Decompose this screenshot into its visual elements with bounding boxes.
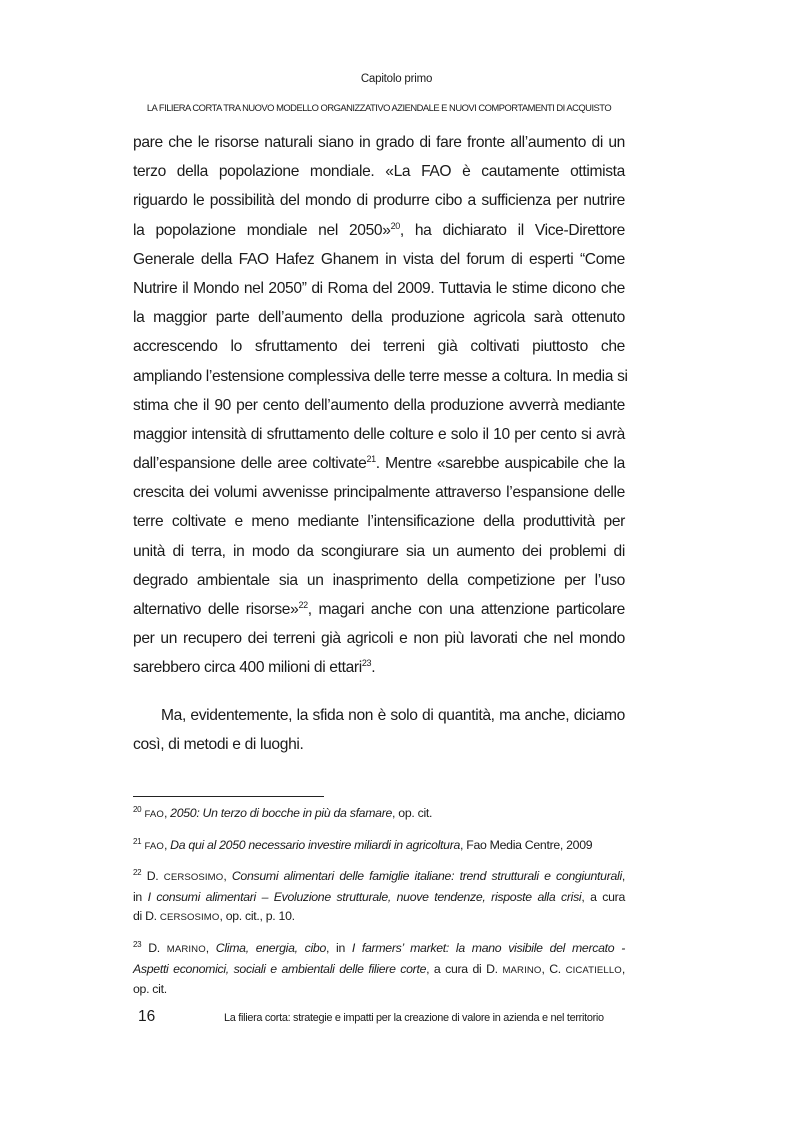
- footnote-author: CERSOSIMO: [159, 912, 220, 924]
- text-line: [133, 653, 625, 682]
- footnote-title: Consumi alimentari delle famiglie italiane: trend strutturali e congiunturali: [231, 869, 622, 884]
- footnote-title: Da qui al 2050 necessario investire miliardi in agricoltura: [170, 837, 461, 852]
- footnote-line: op. cit.: [133, 982, 167, 997]
- footnote-23: [133, 939, 625, 1000]
- text-line: terre coltivate e meno mediante l’intensificazione della produttività per: [133, 513, 625, 531]
- text-line: crescita dei volumi avvenisse principalmente attraverso l’espansione delle: [133, 484, 625, 502]
- text-line: [133, 595, 625, 624]
- footnote-author-initial: D.: [148, 940, 160, 955]
- text-line: unità di terra, in modo da scongiurare sia un aumento dei problemi di: [133, 542, 625, 560]
- text-run: , magari anche con una attenzione particolare: [307, 601, 626, 618]
- footnote-author: FAO: [144, 809, 164, 820]
- text-run: . Mentre «sarebbe auspicabile che la: [375, 455, 625, 473]
- running-header-title: LA FILIERA CORTA TRA NUOVO MODELLO ORGANIZZATIVO AZIENDALE E NUOVI COMPORTAMENTI DI ACQUISTO: [146, 102, 612, 113]
- text-line: accrescendo lo sfruttamento dei terreni già coltivati piuttosto che: [133, 338, 625, 356]
- text-line: degrado ambientale sia un inasprimento della competizione per l’uso: [133, 571, 625, 589]
- footnote-title: Clima, energia, cibo: [215, 940, 327, 955]
- text-run: , ha dichiarato il Vice-Direttore: [399, 221, 625, 239]
- text-line: pare che le risorse naturali siano in grado di fare fronte all’aumento di un: [133, 134, 625, 151]
- footnote-author: MARINO: [166, 943, 206, 955]
- footnote-text: , op. cit.: [392, 806, 433, 820]
- footnote-title: Aspetti economici, sociali e ambientali delle filiere corte: [133, 961, 427, 976]
- page-number: 16: [138, 1008, 156, 1025]
- footnote-line: $^{23}$ D. MARINO, Clima, energia, cibo, in I farmers’ market: la mano visibile del mercato -: [133, 939, 625, 955]
- footnote-number: 23: [133, 939, 142, 949]
- text-line: terzo della popolazione mondiale. «La FAO è cautamente ottimista: [133, 163, 625, 181]
- footnote-author: CERSOSIMO: [163, 872, 224, 884]
- footnote-author: FAO: [144, 840, 164, 852]
- footnote-line: [133, 888, 625, 908]
- text-run: dall’espansione delle aree coltivate: [133, 455, 367, 473]
- footnote-number: 22: [133, 868, 142, 878]
- text-line: stima che il 90 per cento dell’aumento della produzione avverrà mediante: [133, 396, 625, 414]
- footnote-line: $^{21}$ FAO, Da qui al 2050 necessario investire miliardi in agricoltura, Fao Media Centre, 2009: [133, 836, 593, 852]
- footnote-separator: [133, 796, 324, 797]
- text-line: Nutrire il Mondo nel 2050” di Roma del 2009. Tuttavia le stime dicono che: [133, 279, 625, 297]
- footnote-title: I consumi alimentari – Evoluzione strutturale, nuove tendenze, risposte alla crisi: [147, 889, 582, 904]
- footnote-text: ,: [621, 961, 625, 976]
- footnote-text: , a cura di D.: [426, 961, 498, 976]
- footnote-line: $^{22}$ D. CERSOSIMO, Consumi alimentari delle famiglie italiane: trend strutturali e congiunturali,: [133, 868, 626, 884]
- footnote-text: , a cura: [581, 889, 625, 904]
- footnote-text: , in: [326, 940, 345, 955]
- text-run: .: [371, 659, 376, 677]
- text-line: ampliando l’estensione complessiva delle terre messe a coltura. In media si: [133, 367, 628, 385]
- footnote-text: , Fao Media Centre, 2009: [460, 837, 593, 852]
- footnote-ref-23[interactable]: 23: [361, 658, 372, 669]
- text-line: [133, 449, 625, 478]
- footnote-20: [133, 804, 625, 825]
- text-line: maggior intensità di sfruttamento delle colture e solo il 10 per cento si avrà: [133, 425, 625, 443]
- running-footer-title: La filiera corta: strategie e impatti per la creazione di valore in azienda e nel territorio: [224, 1012, 604, 1024]
- footnote-title: 2050: Un terzo di bocche in più da sfamare: [170, 806, 393, 820]
- footnote-number: 20: [133, 805, 142, 814]
- footnote-number: 21: [133, 836, 142, 846]
- text-line: Generale della FAO Hafez Ghanem in vista del forum di esperti “Come: [133, 250, 625, 268]
- text-line: [133, 216, 625, 245]
- footnote-ref-21[interactable]: 21: [366, 454, 376, 465]
- text-line: riguardo le possibilità del mondo di produrre cibo a sufficienza per nutrire: [133, 192, 625, 210]
- text-line: per un recupero dei terreni già agricoli e non più lavorati che nel mondo: [133, 630, 625, 648]
- paragraph-1: [133, 128, 628, 683]
- text-run: sarebbero circa 400 milioni di ettari: [133, 659, 362, 677]
- footnote-ref-20[interactable]: 20: [390, 220, 400, 231]
- footnote-title: I farmers’ market: la mano visibile del mercato -: [351, 940, 625, 955]
- footnote-line: [133, 907, 625, 928]
- footnote-text: , C.: [541, 961, 561, 976]
- footnote-ref-22[interactable]: 22: [298, 600, 308, 610]
- paragraph-2: [133, 701, 625, 759]
- footnotes: [133, 804, 625, 1011]
- footnote-author: MARINO: [502, 964, 542, 976]
- text-run: alternativo delle risorse»: [133, 601, 299, 618]
- footnote-line: [133, 960, 625, 981]
- footnote-21: [133, 836, 625, 857]
- text-line: Ma, evidentemente, la sfida non è solo di quantità, ma anche, diciamo: [161, 706, 625, 724]
- text-line: la maggior parte dell’aumento della produzione agricola sarà ottenuto: [133, 309, 625, 327]
- footnote-text: di D.: [133, 909, 157, 924]
- footnote-author-initial: D.: [146, 869, 159, 884]
- body-text: [133, 128, 628, 759]
- footnote-line: $^{20}$ FAO, 2050: Un terzo di bocche in più da sfamare, op. cit.: [133, 805, 433, 820]
- footnote-22: [133, 867, 625, 928]
- text-line: così, di metodi e di luoghi.: [133, 735, 304, 753]
- footnote-author: CICATIELLO: [565, 964, 622, 976]
- text-run: la popolazione mondiale nel 2050»: [133, 221, 391, 239]
- footnote-text: , op. cit., p. 10.: [219, 909, 295, 924]
- footnote-text: in: [133, 889, 142, 904]
- running-header-chapter: Capitolo primo: [360, 73, 433, 85]
